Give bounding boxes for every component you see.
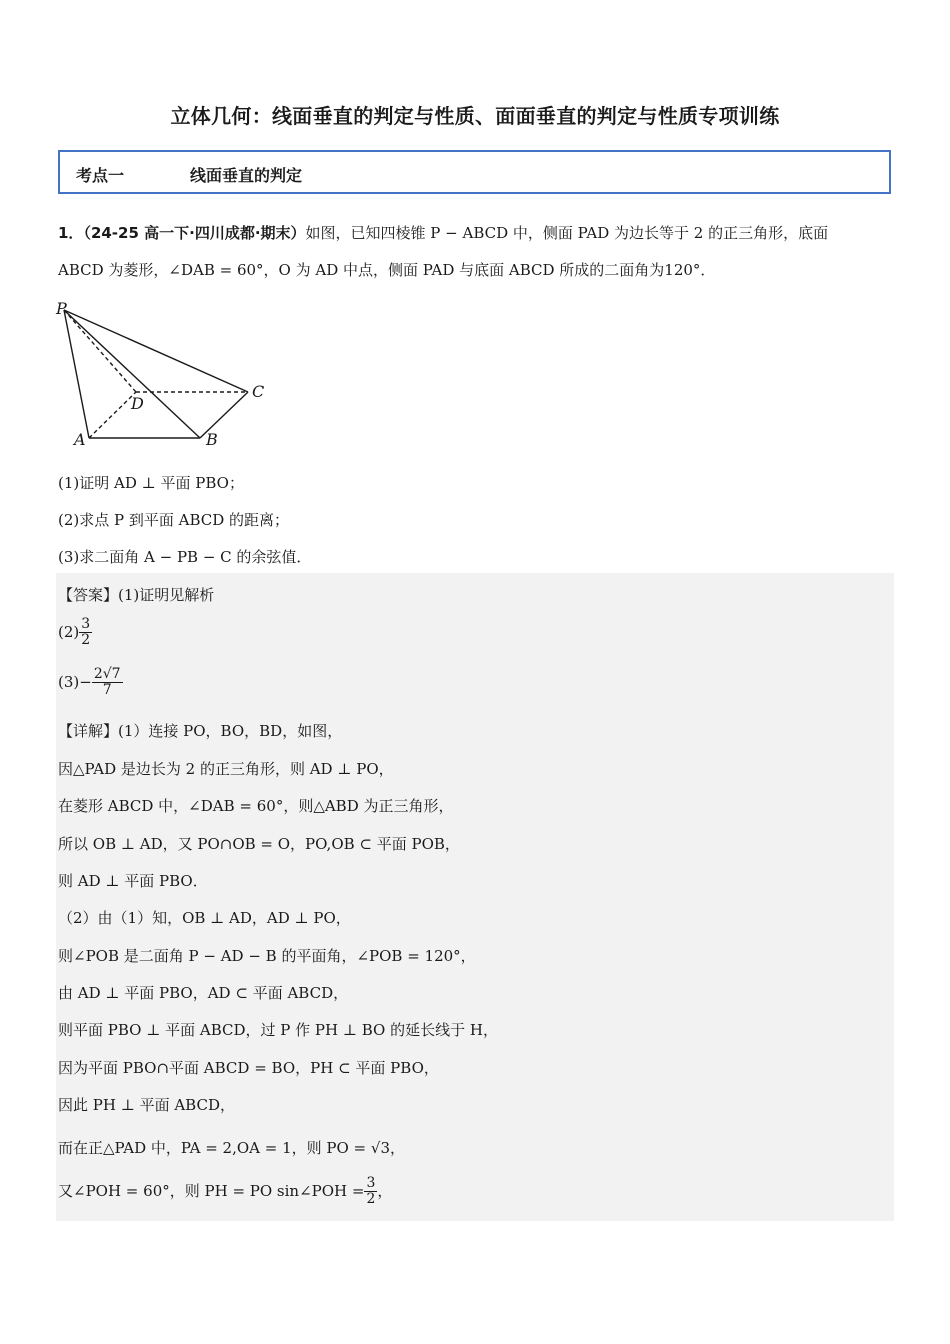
label-b: B (206, 430, 218, 449)
answer-2 (58, 617, 92, 649)
detail-last-fraction (364, 1176, 377, 1208)
fraction-numerator: 2√7 (93, 666, 121, 682)
fraction-denominator: 2 (81, 632, 91, 649)
detail-line: 由 AD ⊥ 平面 PBO，AD ⊂ 平面 ABCD， (58, 984, 349, 1002)
section-name: 线面垂直的判定 (190, 166, 303, 185)
label-a: A (74, 430, 86, 449)
detail-line: 则平面 PBO ⊥ 平面 ABCD，过 P 作 PH ⊥ BO 的延长线于 H， (58, 1021, 498, 1039)
answer-2-prefix: (2) (58, 622, 80, 641)
subquestion-2: (2)求点 P 到平面 ABCD 的距离； (58, 511, 290, 529)
answer-2-fraction (79, 617, 92, 649)
fraction-numerator: 3 (81, 616, 91, 632)
detail-line: 因此 PH ⊥ 平面 ABCD， (58, 1096, 235, 1114)
detail-line: 在菱形 ABCD 中，∠DAB = 60°，则△ABD 为正三角形， (58, 797, 454, 815)
edge-pd-hidden (64, 310, 136, 392)
detail-line: 因△PAD 是边长为 2 的正三角形，则 AD ⊥ PO， (58, 760, 394, 778)
detail-last-suffix: ， (377, 1181, 393, 1200)
detail-last-prefix: 又∠POH = 60°，则 PH = PO sin∠POH = (58, 1181, 365, 1200)
edge-pb (64, 310, 200, 438)
subquestion-3: (3)求二面角 A − PB − C 的余弦值． (58, 548, 312, 566)
fraction-denominator: 7 (102, 682, 112, 699)
detail-line-last (58, 1176, 392, 1208)
subquestion-1: (1)证明 AD ⊥ 平面 PBO； (58, 474, 244, 492)
answer-1: 【答案】(1)证明见解析 (58, 586, 215, 604)
question-line-2: ABCD 为菱形，∠DAB = 60°，O 为 AD 中点，侧面 PAD 与底面 ABCD 所成的二面角为120°． (58, 261, 716, 279)
section-number: 考点一 (76, 166, 125, 185)
detail-line: 则 AD ⊥ 平面 PBO． (58, 872, 208, 890)
question-source: （24-25 高一下·四川成都·期末） (83, 224, 306, 242)
answer-3-fraction (92, 667, 123, 699)
detail-line: 所以 OB ⊥ AD，又 PO∩OB = O，PO,OB ⊂ 平面 POB， (58, 835, 460, 853)
pyramid-figure (52, 298, 282, 453)
detail-line: （2）由（1）知，OB ⊥ AD，AD ⊥ PO， (58, 909, 351, 927)
answer-section (56, 573, 894, 1221)
question-text-1: 如图，已知四棱锥 P − ABCD 中，侧面 PAD 为边长等于 2 的正三角形，底面 (305, 224, 829, 242)
question-number: 1． (58, 224, 84, 242)
edge-ad-hidden (89, 392, 136, 438)
fraction-numerator: 3 (366, 1175, 376, 1191)
detail-line: 而在正△PAD 中，PA = 2,OA = 1，则 PO = √3， (58, 1139, 405, 1157)
label-c: C (252, 382, 265, 401)
label-p: P (56, 299, 67, 318)
label-d: D (131, 394, 144, 413)
detail-line: 因为平面 PBO∩平面 ABCD = BO，PH ⊂ 平面 PBO， (58, 1059, 439, 1077)
question-line-1 (58, 222, 828, 243)
section-header (58, 150, 891, 194)
fraction-denominator: 2 (366, 1191, 376, 1208)
edge-pc (64, 310, 248, 392)
answer-3-prefix: (3)− (58, 672, 92, 691)
detail-line: 【详解】(1）连接 PO，BO，BD，如图， (58, 722, 343, 740)
document-title: 立体几何：线面垂直的判定与性质、面面垂直的判定与性质专项训练 (170, 104, 780, 128)
detail-line: 则∠POB 是二面角 P − AD − B 的平面角，∠POB = 120°， (58, 947, 476, 965)
answer-3 (58, 667, 123, 699)
